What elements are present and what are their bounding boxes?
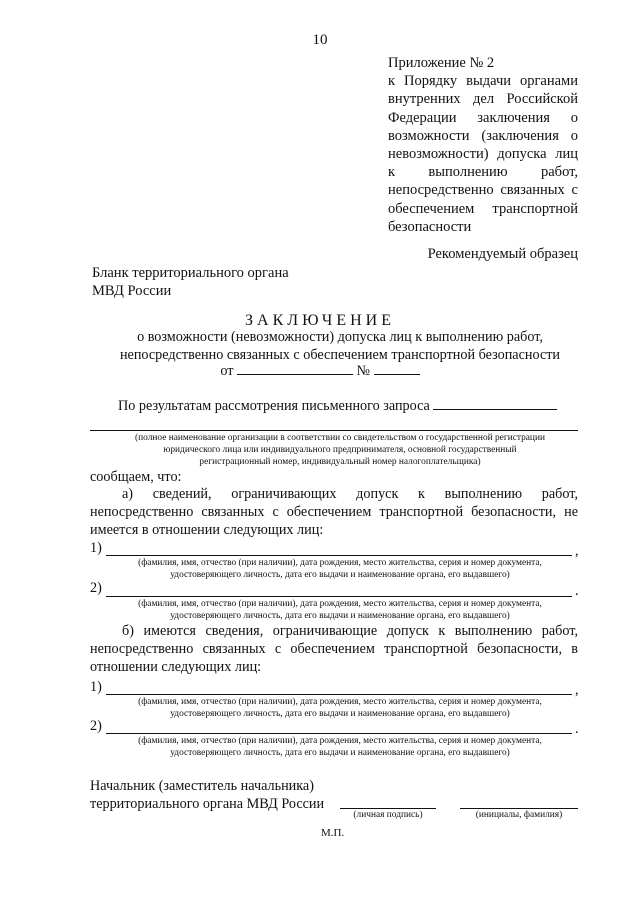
person-note-line-1: (фамилия, имя, отчество (при наличии), дата рождения, место жительства, серия и номер документа, xyxy=(138,697,542,707)
signature-line-2: территориального органа МВД России xyxy=(90,796,325,812)
item-a1-field[interactable] xyxy=(106,555,572,556)
organization-field[interactable] xyxy=(90,430,578,431)
seal-label: М.П. xyxy=(321,827,345,839)
organization-note-line-1: (полное наименование организации в соответствии со свидетельством о государственной регистрации xyxy=(135,433,545,443)
blank-line-1: Бланк территориального органа xyxy=(92,265,289,281)
section-b: б) имеются сведения, ограничивающие допуск к выполнению работ, непосредственно связанных с обеспечением транспортной безопасности, в отношении следующих лиц: xyxy=(90,623,578,675)
date-field[interactable] xyxy=(237,362,353,375)
person-note-line-1: (фамилия, имя, отчество (при наличии), дата рождения, место жительства, серия и номер документа, xyxy=(138,599,542,609)
item-a2-field[interactable] xyxy=(106,596,572,597)
person-note-line-2: удостоверяющего личность, дата его выдачи и наименование органа, его выдавшего) xyxy=(170,611,510,621)
date-label: от xyxy=(220,363,234,379)
person-note-line-1: (фамилия, имя, отчество (при наличии), дата рождения, место жительства, серия и номер документа, xyxy=(138,558,542,568)
item-b2-note xyxy=(60,735,620,759)
item-b2-number: 2) xyxy=(90,718,102,734)
number-label: № xyxy=(356,363,371,379)
subtitle-line-2: непосредственно связанных с обеспечением транспортной безопасности xyxy=(119,346,561,363)
request-text: По результатам рассмотрения письменного запроса xyxy=(118,398,430,414)
item-a2-note xyxy=(60,598,620,622)
item-b2-end: . xyxy=(575,721,579,737)
appendix-text: к Порядку выдачи органами внутренних дел Российской Федерации заключения о возможности (заключения о невозможности) допуска лиц к выполнению работ, непосредственно связанных с обеспечением транспортной безопасности xyxy=(388,73,578,235)
person-note-line-2: удостоверяющего личность, дата его выдачи и наименование органа, его выдавшего) xyxy=(170,709,510,719)
appendix-title: Приложение № 2 xyxy=(388,55,495,71)
signature-line-1: Начальник (заместитель начальника) xyxy=(90,778,314,794)
date-number-line xyxy=(0,362,640,380)
recommended-sample: Рекомендуемый образец xyxy=(427,246,578,262)
signature-block xyxy=(90,777,324,813)
request-line xyxy=(118,397,557,415)
item-b1-end: , xyxy=(575,682,579,698)
personal-signature-label: (личная подпись) xyxy=(353,810,423,820)
person-note-line-2: удостоверяющего личность, дата его выдачи и наименование органа, его выдавшего) xyxy=(170,748,510,758)
appendix-block xyxy=(388,54,578,236)
item-b1-note xyxy=(60,696,620,720)
blank-header xyxy=(92,264,289,300)
person-note-line-2: удостоверяющего личность, дата его выдачи и наименование органа, его выдавшего) xyxy=(170,570,510,580)
person-note-line-1: (фамилия, имя, отчество (при наличии), дата рождения, место жительства, серия и номер документа, xyxy=(138,736,542,746)
page-number: 10 xyxy=(312,32,328,48)
item-a1-number: 1) xyxy=(90,540,102,556)
section-a: а) сведений, ограничивающих допуск к выполнению работ, непосредственно связанных с обеспечением транспортной безопасности, не имеется в отношении следующих лиц: xyxy=(90,486,578,538)
initials-label: (инициалы, фамилия) xyxy=(475,810,563,820)
conclusion-subtitle xyxy=(60,329,620,364)
item-a1-end: , xyxy=(575,543,579,559)
organization-note-line-2: юридического лица или индивидуального предпринимателя, основной государственный xyxy=(163,445,517,455)
organization-note-line-3: регистрационный номер, индивидуальный номер налогоплательщика) xyxy=(199,457,481,467)
organization-note xyxy=(60,432,620,468)
request-field[interactable] xyxy=(433,397,557,410)
report-text: сообщаем, что: xyxy=(90,469,182,485)
blank-line-2: МВД России xyxy=(92,283,172,299)
item-a2-number: 2) xyxy=(90,580,102,596)
number-field[interactable] xyxy=(374,362,420,375)
subtitle-line-1: о возможности (невозможности) допуска лиц к выполнению работ, xyxy=(137,329,543,345)
item-a2-end: . xyxy=(575,583,579,599)
item-b2-field[interactable] xyxy=(106,733,572,734)
item-b1-field[interactable] xyxy=(106,694,572,695)
item-b1-number: 1) xyxy=(90,679,102,695)
conclusion-title: ЗАКЛЮЧЕНИЕ xyxy=(245,312,395,329)
item-a1-note xyxy=(60,557,620,581)
